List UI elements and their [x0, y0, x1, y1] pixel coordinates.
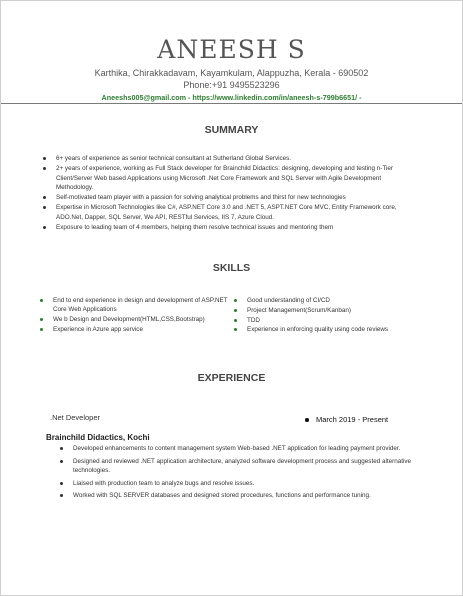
list-item: Liaised with production team to analyze bugs and resolve issues. — [73, 479, 413, 489]
list-item: 2+ years of experience, working as Full Stack developer for Brainchild Didactics: designing, developing and testing n-Tier Client/Server Web based Applications using Microsoft .Net Core Framework and SQL Server with Agile Development Methodology. — [56, 164, 416, 193]
skills-list-right — [247, 296, 407, 335]
list-item: Self-motivated team player with a passion for solving analytical problems and thirst for new technologies — [56, 193, 416, 203]
list-item: We b Design and Development(HTML,CSS,Bootstrap) — [53, 315, 228, 324]
job-dates: March 2019 - Present — [316, 415, 389, 424]
skills-heading: SKILLS — [212, 262, 251, 274]
bullet-icon — [305, 418, 309, 422]
list-item: Experience in Azure app service — [53, 325, 228, 334]
list-item: Project Management(Scrum/Kanban) — [247, 306, 407, 315]
list-item: Developed enhancements to content management system Web-based .NET application for leading payment provider. — [73, 444, 413, 454]
list-item: End to end experience in design and development of ASP.NET Core Web Applications — [53, 297, 228, 314]
candidate-name: ANEESH S — [157, 35, 306, 64]
summary-heading: SUMMARY — [204, 124, 259, 136]
list-item: Designed and reviewed .NET application architecture, analyzed software development process and suggested alternative technologies. — [73, 457, 412, 474]
list-item: TDD — [247, 316, 407, 325]
contact-links[interactable]: Aneeshs005@gmail.com - https://www.linkedin.com/in/aneesh-s-799b6651/ - — [101, 93, 362, 102]
job-title: .Net Developer — [50, 413, 101, 422]
summary-list — [56, 154, 416, 233]
list-item: Experience in enforcing quality using code reviews — [247, 325, 407, 334]
experience-list — [73, 444, 413, 504]
list-item: Worked with SQL SERVER databases and designed stored procedures, functions and performance tuning. — [73, 491, 413, 501]
list-item: 6+ years of experience as senior technical consultant at Sutherland Global Services. — [56, 154, 416, 164]
header-divider — [1, 103, 462, 104]
skills-list-left — [53, 296, 228, 335]
company-name: Brainchild Didactics, Kochi — [46, 433, 150, 442]
list-item: Expertise in Microsoft Technologies like C#, ASP.NET Core 3.0 and .NET 5, ASPT.NET Core MVC, Entity Framework core, ADO.Net, Dapper, SQL Server, We API, RESTful Services, IIS 7, Azure Cloud. — [56, 203, 416, 222]
phone: Phone:+91 9495523296 — [183, 80, 280, 90]
list-item: Good understanding of CI/CD — [247, 296, 407, 305]
address: Karthika, Chirakkadavam, Kayamkulam, Alappuzha, Kerala - 690502 — [94, 68, 369, 78]
list-item: Exposure to leading team of 4 members, helping them resolve technical issues and mentoring them — [56, 223, 416, 233]
experience-heading: EXPERIENCE — [197, 372, 266, 384]
